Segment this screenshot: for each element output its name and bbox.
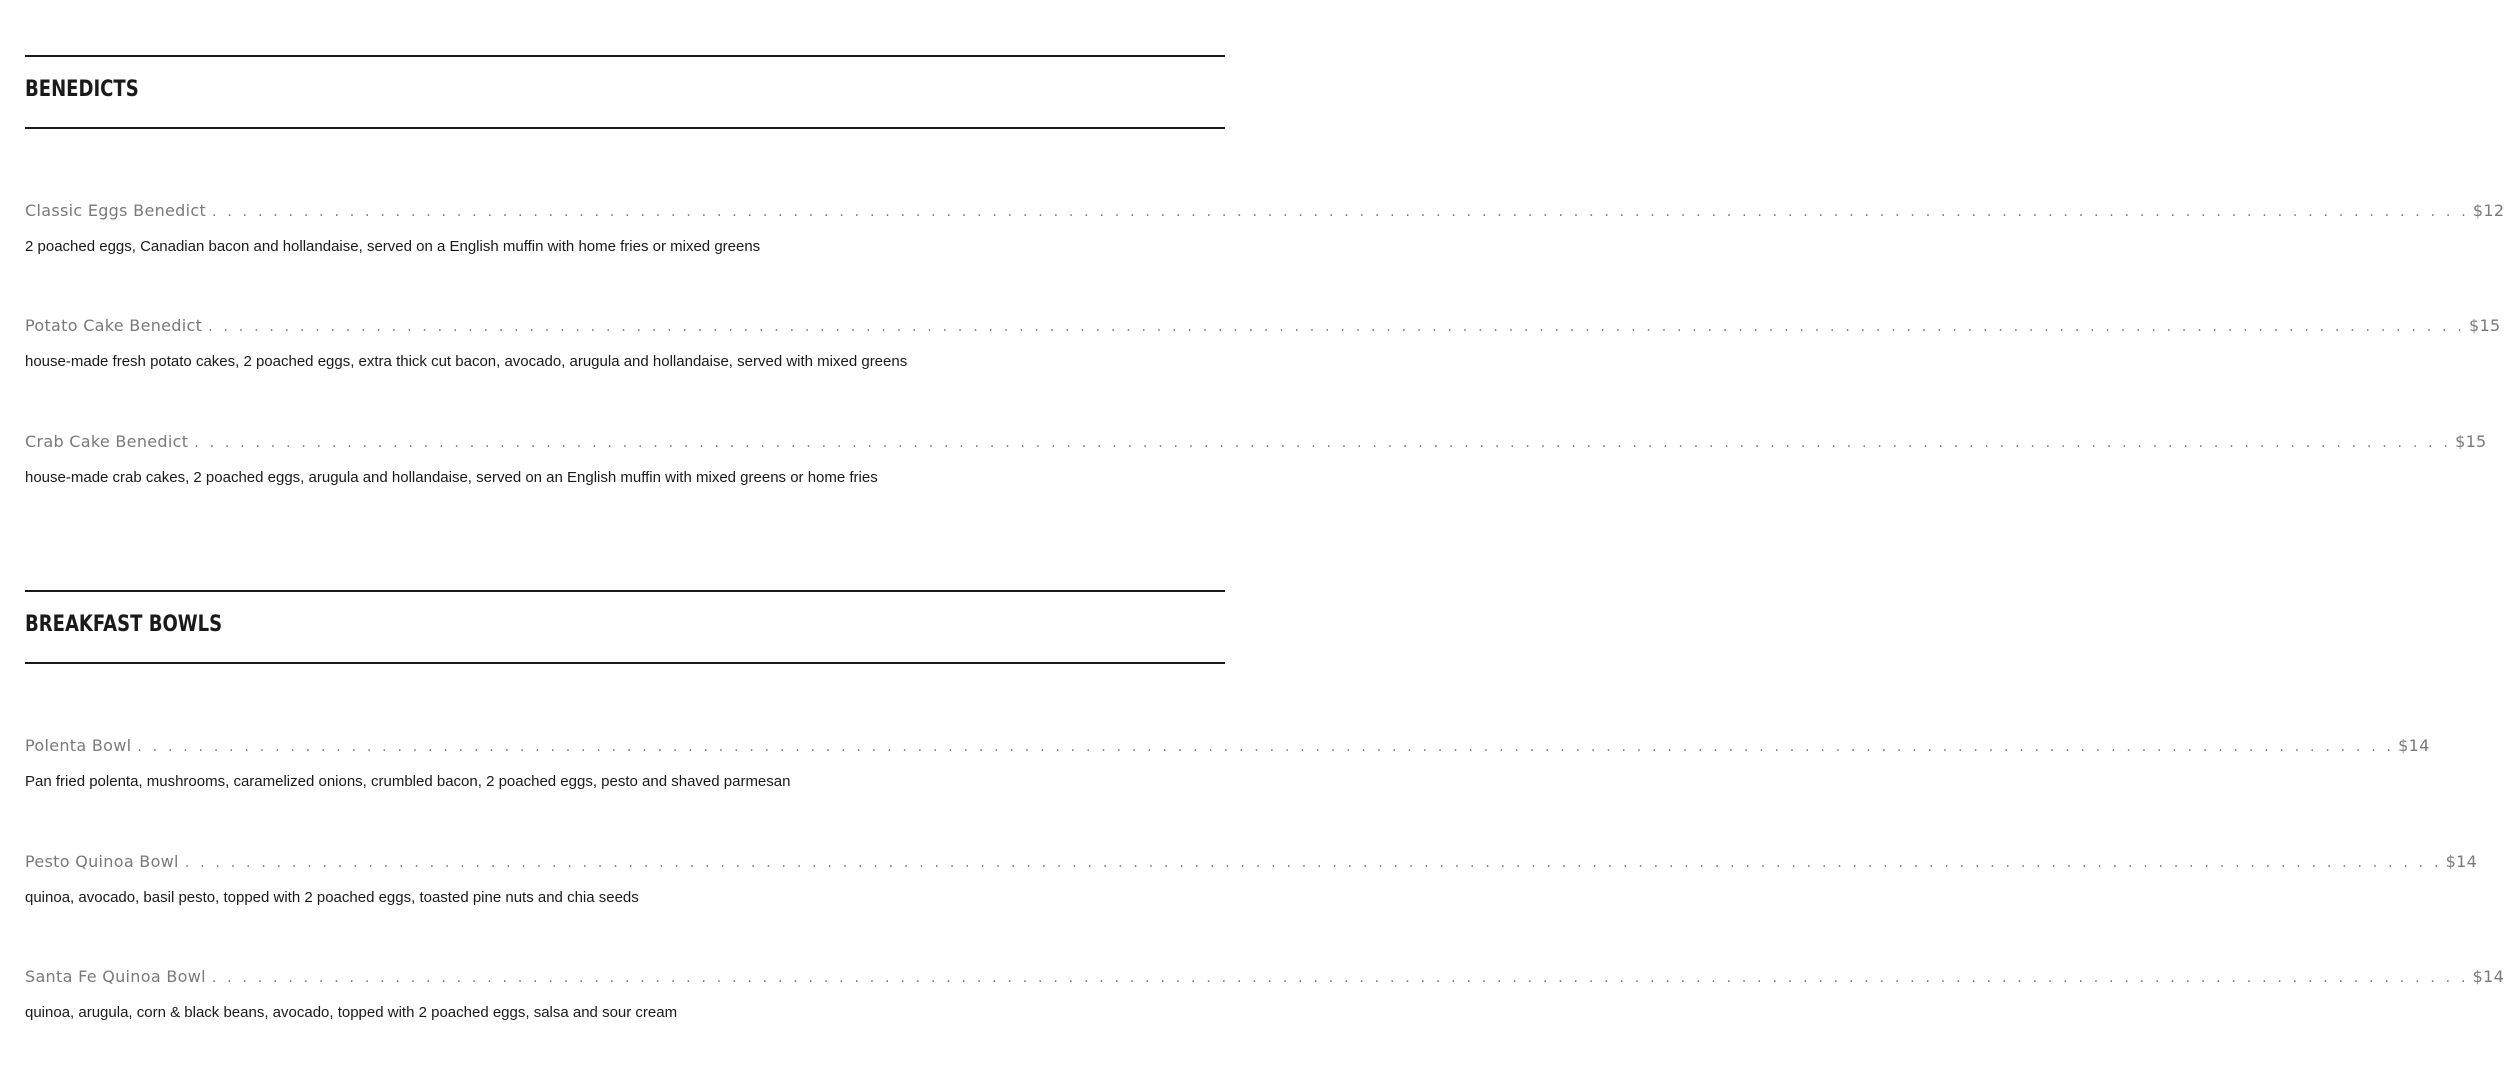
item-line: [25, 967, 2504, 989]
dot-leader: . . . . . . . . . . . . . . . . . . . . . . . . . . . . . . . . . . . . . . . . . . . . . . . . . . . . . . . . . . . . . . . . . . . . . . . . . . . . . . . . . . . . . . . . . . . . . . . . . . . . . . . . . . . . . . . . . . . . . . . . . . . . . . . . . . . . . . . . . . . . . . . . . . . .: [212, 204, 2469, 220]
item-name: Crab Cake Benedict: [25, 432, 189, 451]
item-line: [25, 432, 2487, 454]
dot-leader: . . . . . . . . . . . . . . . . . . . . . . . . . . . . . . . . . . . . . . . . . . . . . . . . . . . . . . . . . . . . . . . . . . . . . . . . . . . . . . . . . . . . . . . . . . . . . . . . . . . . . . . . . . . . . . . . . . . . . . . . . . . . . . . . . . . . . . . . . . . . . . . . . . . .: [184, 855, 2442, 871]
item-name: Pesto Quinoa Bowl: [25, 852, 179, 871]
item-line: [25, 316, 2501, 338]
section-benedicts: [25, 55, 2504, 515]
item-name: Polenta Bowl: [25, 736, 132, 755]
dot-leader: . . . . . . . . . . . . . . . . . . . . . . . . . . . . . . . . . . . . . . . . . . . . . . . . . . . . . . . . . . . . . . . . . . . . . . . . . . . . . . . . . . . . . . . . . . . . . . . . . . . . . . . . . . . . . . . . . . . . . . . . . . . . . . . . . . . . . . . . . . . . . . . . . . . .: [211, 970, 2469, 986]
section-title: BREAKFAST BOWLS: [25, 612, 223, 637]
item-price: $14: [2472, 967, 2504, 986]
item-description: quinoa, avocado, basil pesto, topped with 2 poached eggs, toasted pine nuts and chia seeds: [25, 889, 639, 906]
item-price: $12: [2472, 201, 2504, 220]
menu-item-classic-eggs-benedict: [25, 201, 2504, 261]
menu-item-crab-cake-benedict: [25, 432, 2487, 492]
menu-item-santa-fe-quinoa-bowl: [25, 967, 2504, 1027]
item-description: house-made fresh potato cakes, 2 poached eggs, extra thick cut bacon, avocado, arugula and hollandaise, served with mixed greens: [25, 353, 908, 370]
section-header: [25, 590, 1225, 664]
item-description: house-made crab cakes, 2 poached eggs, arugula and hollandaise, served on an English muffin with mixed greens or home fries: [25, 469, 878, 486]
item-price: $15: [2455, 432, 2487, 451]
item-line: [25, 201, 2504, 223]
menu-item-potato-cake-benedict: [25, 316, 2501, 376]
item-price: $14: [2398, 736, 2430, 755]
section-title: BENEDICTS: [25, 77, 139, 102]
item-name: Santa Fe Quinoa Bowl: [25, 967, 206, 986]
dot-leader: . . . . . . . . . . . . . . . . . . . . . . . . . . . . . . . . . . . . . . . . . . . . . . . . . . . . . . . . . . . . . . . . . . . . . . . . . . . . . . . . . . . . . . . . . . . . . . . . . . . . . . . . . . . . . . . . . . . . . . . . . . . . . . . . . . . . . . . . . . . . . . . . . . . .: [137, 739, 2395, 755]
item-line: [25, 736, 2430, 758]
menu-item-polenta-bowl: [25, 736, 2430, 796]
menu-item-pesto-quinoa-bowl: [25, 852, 2478, 912]
item-description: Pan fried polenta, mushrooms, caramelized onions, crumbled bacon, 2 poached eggs, pesto and shaved parmesan: [25, 773, 791, 790]
dot-leader: . . . . . . . . . . . . . . . . . . . . . . . . . . . . . . . . . . . . . . . . . . . . . . . . . . . . . . . . . . . . . . . . . . . . . . . . . . . . . . . . . . . . . . . . . . . . . . . . . . . . . . . . . . . . . . . . . . . . . . . . . . . . . . . . . . . . . . . . . . . . . . . . . . . .: [208, 319, 2465, 335]
section-header: [25, 55, 1225, 129]
item-description: 2 poached eggs, Canadian bacon and hollandaise, served on a English muffin with home fries or mixed greens: [25, 238, 761, 255]
item-name: Potato Cake Benedict: [25, 316, 203, 335]
item-price: $14: [2445, 852, 2478, 871]
section-breakfast-bowls: [25, 590, 2504, 1050]
item-price: $15: [2468, 316, 2501, 335]
dot-leader: . . . . . . . . . . . . . . . . . . . . . . . . . . . . . . . . . . . . . . . . . . . . . . . . . . . . . . . . . . . . . . . . . . . . . . . . . . . . . . . . . . . . . . . . . . . . . . . . . . . . . . . . . . . . . . . . . . . . . . . . . . . . . . . . . . . . . . . . . . . . . . . . . . . .: [194, 435, 2452, 451]
item-name: Classic Eggs Benedict: [25, 201, 207, 220]
item-line: [25, 852, 2478, 874]
item-description: quinoa, arugula, corn & black beans, avocado, topped with 2 poached eggs, salsa and sour cream: [25, 1004, 678, 1021]
